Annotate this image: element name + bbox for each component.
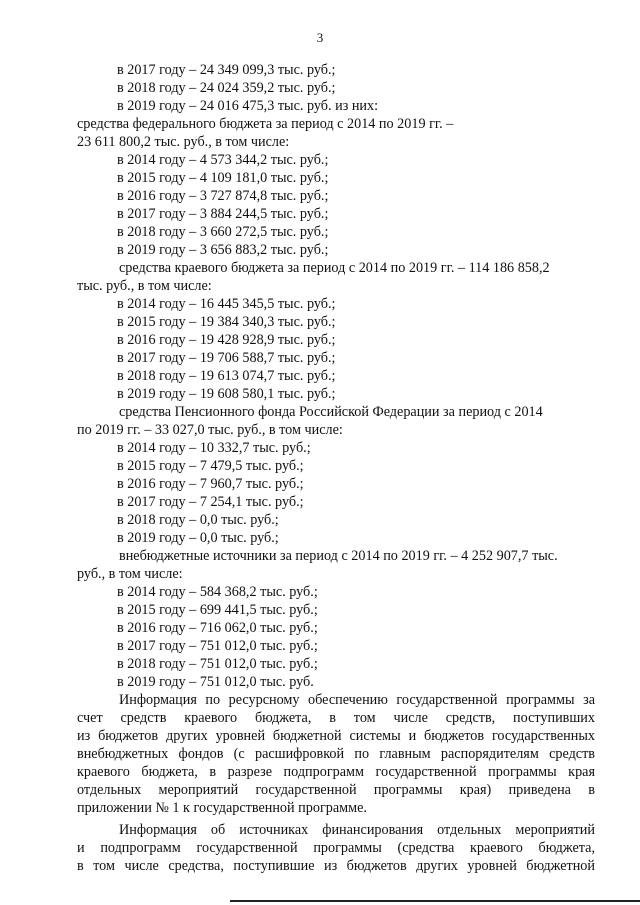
- text-line: в 2015 году – 699 441,5 тыс. руб.;: [117, 602, 318, 618]
- text-line: в 2019 году – 24 016 475,3 тыс. руб. из них:: [117, 98, 379, 114]
- text-line: средства краевого бюджета за период с 2014 по 2019 гг. – 114 186 858,2: [119, 260, 550, 276]
- text-line: Информация об источниках финансирования отдельных мероприятий: [119, 822, 595, 838]
- text-line: по 2019 гг. – 33 027,0 тыс. руб., в том числе:: [77, 422, 343, 438]
- text-line: 23 611 800,2 тыс. руб., в том числе:: [77, 134, 290, 150]
- text-line: средства федерального бюджета за период с 2014 по 2019 гг. –: [77, 116, 454, 132]
- text-line: внебюджетных фондов (с расшифровкой по главным распорядителям средств: [77, 746, 595, 762]
- text-line: счет средств краевого бюджета, в том числе средств, поступивших: [77, 710, 595, 726]
- text-line: и подпрограмм государственной программы (средства краевого бюджета,: [77, 840, 595, 856]
- text-line: Информация по ресурсному обеспечению государственной программы за: [119, 692, 595, 708]
- text-line: в 2014 году – 16 445 345,5 тыс. руб.;: [117, 296, 336, 312]
- text-line: в 2019 году – 19 608 580,1 тыс. руб.;: [117, 386, 336, 402]
- text-line: внебюджетные источники за период с 2014 по 2019 гг. – 4 252 907,7 тыс.: [119, 548, 558, 564]
- text-line: руб., в том числе:: [77, 566, 183, 582]
- text-line: в 2015 году – 7 479,5 тыс. руб.;: [117, 458, 304, 474]
- scan-edge-line: [230, 900, 640, 902]
- text-line: в 2018 году – 24 024 359,2 тыс. руб.;: [117, 80, 336, 96]
- text-line: в 2018 году – 19 613 074,7 тыс. руб.;: [117, 368, 336, 384]
- text-line: краевого бюджета, в разрезе подпрограмм государственной программы края: [77, 764, 595, 780]
- text-line: в 2014 году – 10 332,7 тыс. руб.;: [117, 440, 311, 456]
- text-line: в 2017 году – 751 012,0 тыс. руб.;: [117, 638, 318, 654]
- text-line: средства Пенсионного фонда Российской Федерации за период с 2014: [119, 404, 543, 420]
- text-line: в 2019 году – 751 012,0 тыс. руб.: [117, 674, 314, 690]
- text-line: в 2019 году – 3 656 883,2 тыс. руб.;: [117, 242, 329, 258]
- text-line: в 2018 году – 751 012,0 тыс. руб.;: [117, 656, 318, 672]
- text-line: в 2018 году – 3 660 272,5 тыс. руб.;: [117, 224, 329, 240]
- text-line: в 2014 году – 584 368,2 тыс. руб.;: [117, 584, 318, 600]
- text-line: тыс. руб., в том числе:: [77, 278, 212, 294]
- text-line: в 2016 году – 3 727 874,8 тыс. руб.;: [117, 188, 329, 204]
- text-line: в 2015 году – 19 384 340,3 тыс. руб.;: [117, 314, 336, 330]
- text-line: в 2017 году – 7 254,1 тыс. руб.;: [117, 494, 304, 510]
- text-line: в 2015 году – 4 109 181,0 тыс. руб.;: [117, 170, 329, 186]
- text-line: в 2017 году – 24 349 099,3 тыс. руб.;: [117, 62, 336, 78]
- text-line: в 2014 году – 4 573 344,2 тыс. руб.;: [117, 152, 329, 168]
- text-line: приложении № 1 к государственной программе.: [77, 800, 367, 816]
- text-line: в 2017 году – 19 706 588,7 тыс. руб.;: [117, 350, 336, 366]
- text-line: в 2017 году – 3 884 244,5 тыс. руб.;: [117, 206, 329, 222]
- text-line: в 2016 году – 7 960,7 тыс. руб.;: [117, 476, 304, 492]
- page-number: 3: [316, 30, 324, 45]
- text-line: в 2019 году – 0,0 тыс. руб.;: [117, 530, 279, 546]
- text-line: отдельных мероприятий государственной программы края) приведена в: [77, 782, 595, 798]
- text-line: из бюджетов других уровней бюджетной системы и бюджетов государственных: [77, 728, 595, 744]
- text-line: в 2016 году – 19 428 928,9 тыс. руб.;: [117, 332, 336, 348]
- text-line: в 2016 году – 716 062,0 тыс. руб.;: [117, 620, 318, 636]
- text-line: в том числе средства, поступившие из бюджетов других уровней бюджетной: [77, 858, 595, 874]
- text-line: в 2018 году – 0,0 тыс. руб.;: [117, 512, 279, 528]
